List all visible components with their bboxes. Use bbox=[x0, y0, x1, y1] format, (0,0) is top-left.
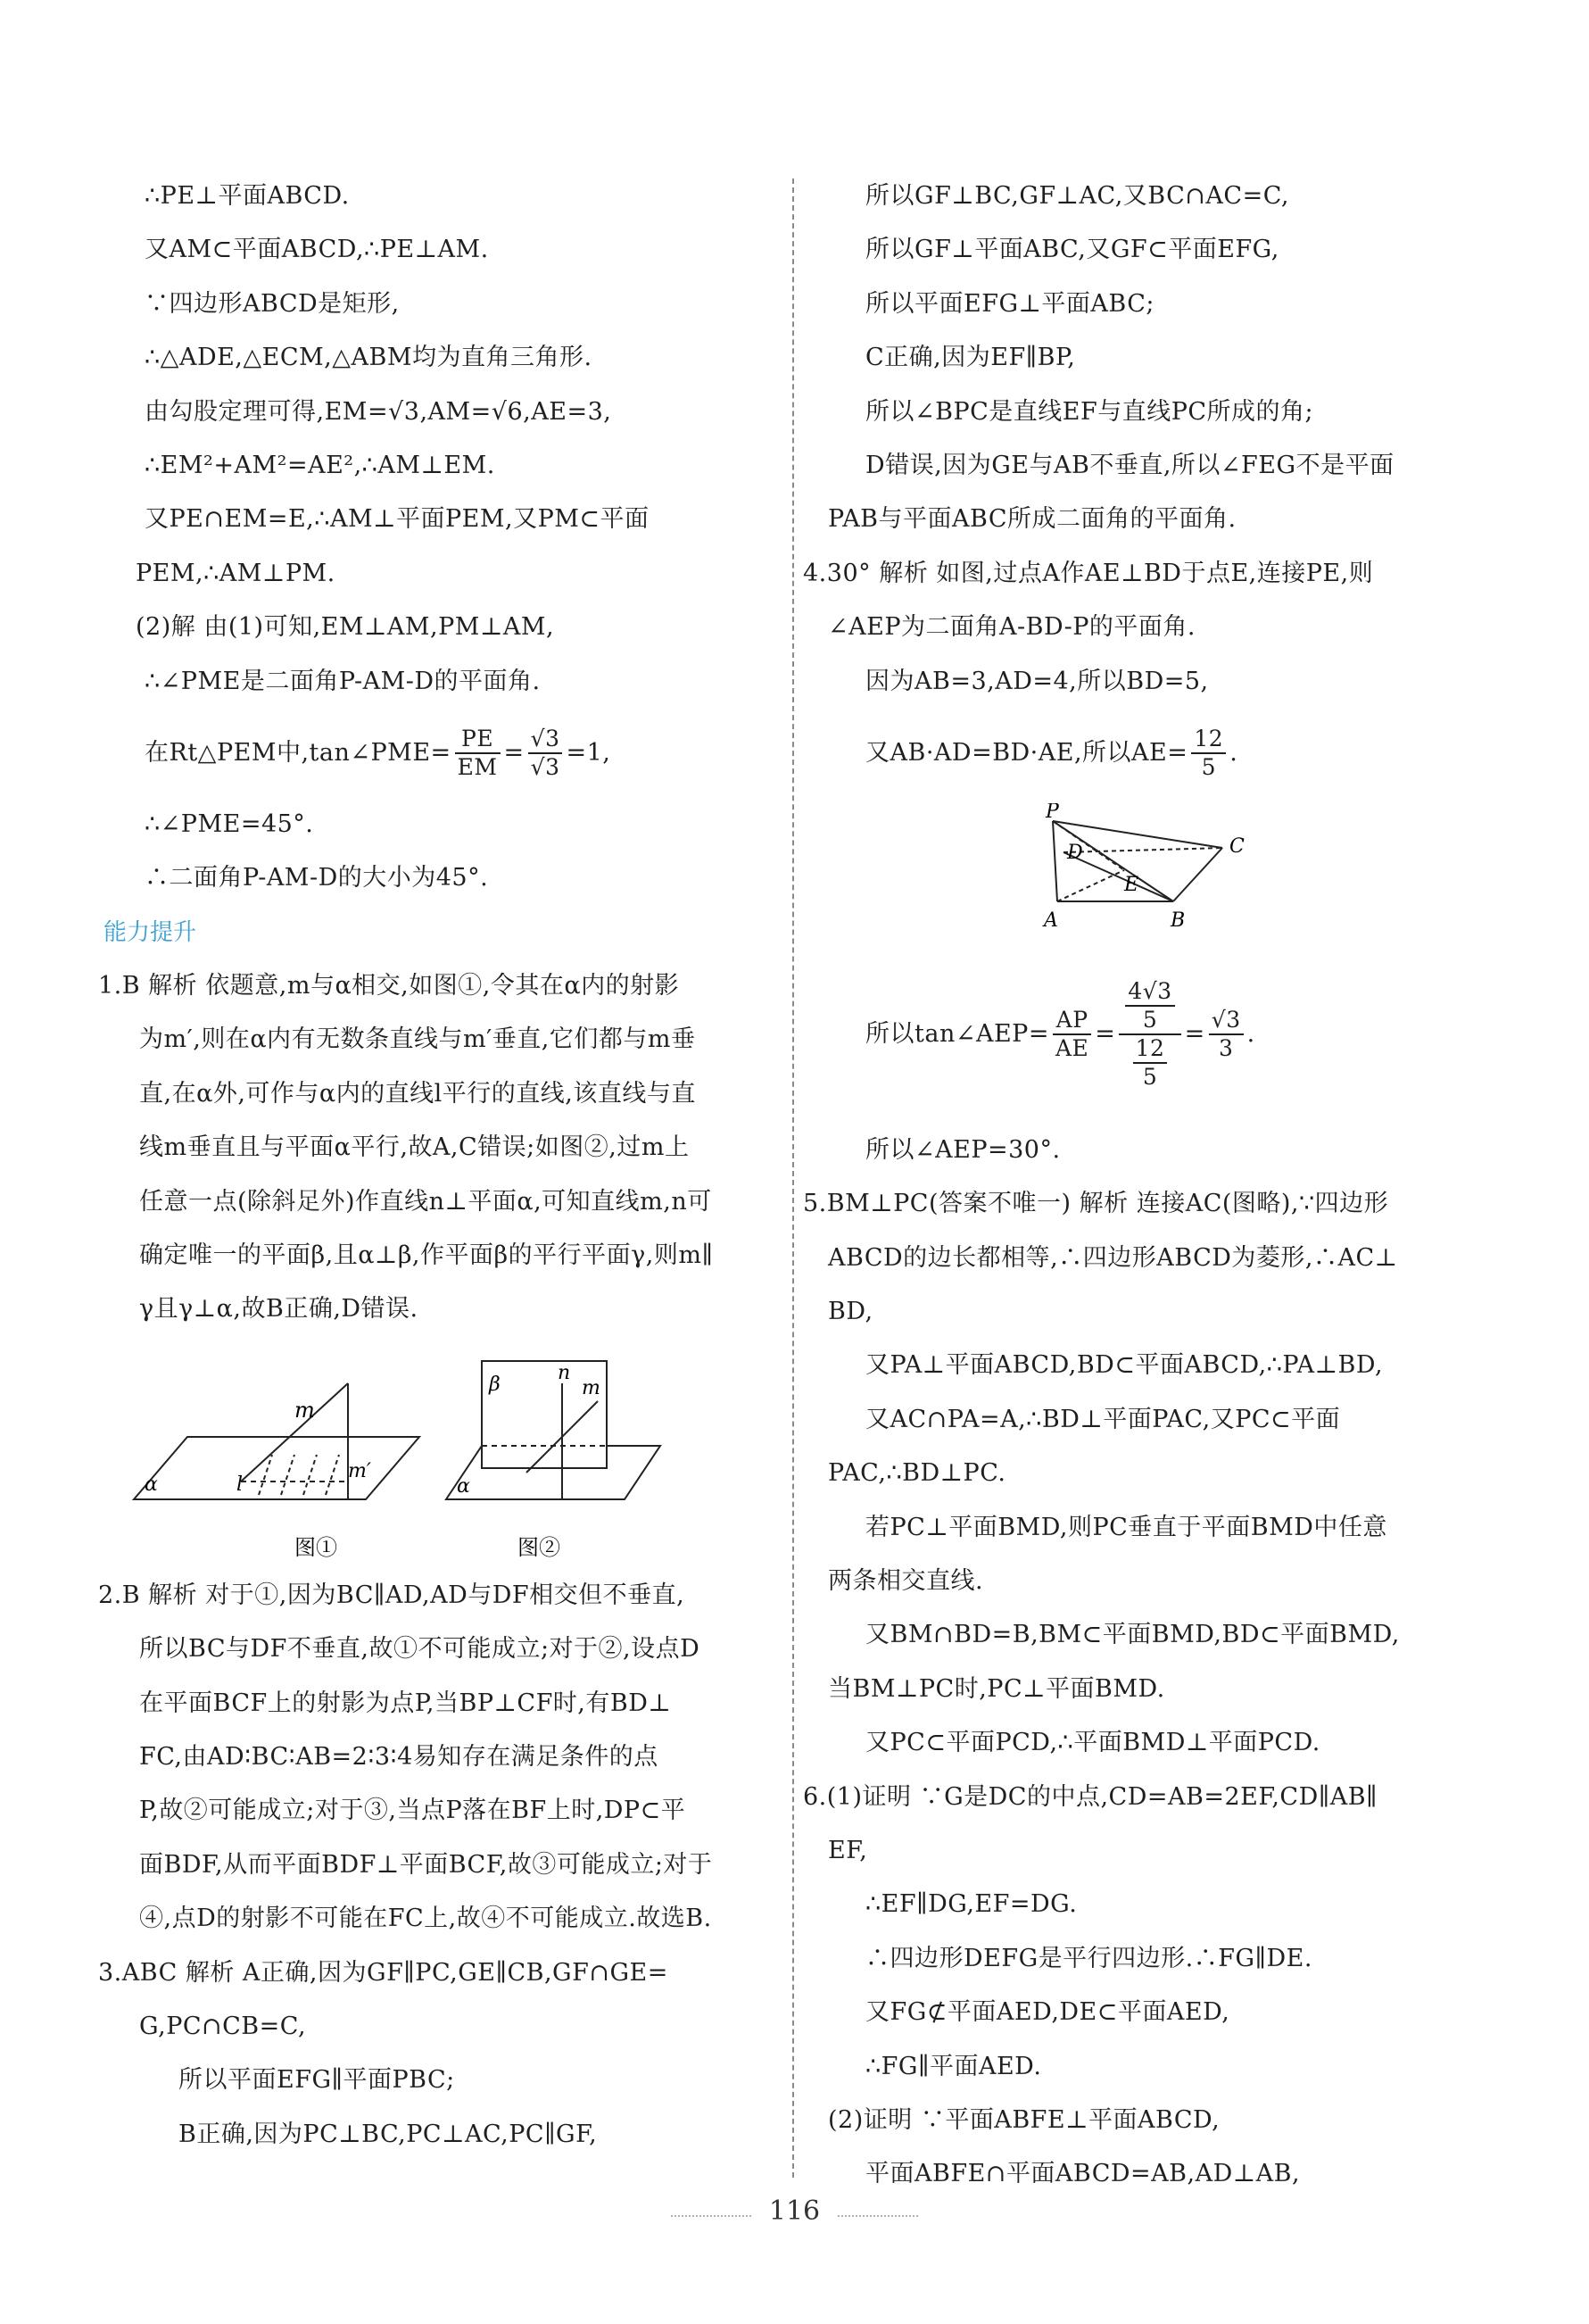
text-line: ∴PE⊥平面ABCD. bbox=[145, 182, 350, 210]
text-line: 若PC⊥平面BMD,则PC垂直于平面BMD中任意 bbox=[865, 1513, 1387, 1541]
text-line: 在平面BCF上的射影为点P,当BP⊥CF时,有BD⊥ bbox=[139, 1689, 672, 1717]
text-line: 又AC∩PA=A,∴BD⊥平面PAC,又PC⊂平面 bbox=[865, 1405, 1341, 1433]
text-line: BD, bbox=[828, 1298, 873, 1326]
text-line: PEM,∴AM⊥PM. bbox=[136, 559, 335, 587]
fraction-denominator: AE bbox=[1055, 1035, 1089, 1062]
label-d: D bbox=[1067, 842, 1083, 864]
fraction-denominator: 5 bbox=[1142, 1064, 1158, 1091]
text-line: 所以平面EFG∥平面PBC; bbox=[178, 2066, 455, 2095]
text-line: 又FG⊄平面AED,DE⊂平面AED, bbox=[865, 1998, 1230, 2027]
fraction-numerator: √3 bbox=[528, 726, 563, 754]
text-line: G,PC∩CB=C, bbox=[139, 2012, 307, 2040]
text-line: ABCD的边长都相等,∴四边形ABCD为菱形,∴AC⊥ bbox=[828, 1243, 1398, 1272]
text-line: 6.(1)证明 ∵G是DC的中点,CD=AB=2EF,CD∥AB∥ bbox=[803, 1782, 1378, 1811]
section-heading: 能力提升 bbox=[103, 918, 197, 946]
text-line: ∴∠PME=45°. bbox=[145, 809, 314, 838]
text-line: 因为AB=3,AD=4,所以BD=5, bbox=[865, 667, 1209, 695]
text-line: 5.BM⊥PC(答案不唯一) 解析 连接AC(图略),∵四边形 bbox=[803, 1190, 1389, 1218]
text-line: PAB与平面ABC所成二面角的平面角. bbox=[828, 505, 1237, 534]
text-fragment: . bbox=[1246, 1019, 1255, 1048]
text-line: 2.B 解析 对于①,因为BC∥AD,AD与DF相交但不垂直, bbox=[98, 1581, 685, 1609]
label-n: n bbox=[558, 1362, 571, 1384]
text-line: 所以∠AEP=30°. bbox=[865, 1135, 1061, 1164]
text-line: P,故②可能成立;对于③,当点P落在BF上时,DP⊂平 bbox=[139, 1797, 686, 1825]
text-line: B正确,因为PC⊥BC,PC⊥AC,PC∥GF, bbox=[178, 2120, 598, 2148]
text-line: D错误,因为GE与AB不垂直,所以∠FEG不是平面 bbox=[865, 451, 1395, 479]
text-line: 两条相交直线. bbox=[828, 1567, 984, 1596]
text-line: 所以平面EFG⊥平面ABC; bbox=[865, 289, 1155, 318]
text-line: 3.ABC 解析 A正确,因为GF∥PC,GE∥CB,GF∩GE= bbox=[98, 1958, 668, 1987]
footer-rule bbox=[838, 2215, 918, 2217]
fraction-12-5 bbox=[1191, 726, 1226, 781]
figure-1-caption: 图① bbox=[294, 1535, 337, 1560]
text-line: C正确,因为EF∥BP, bbox=[865, 344, 1076, 372]
label-m: m bbox=[582, 1377, 600, 1399]
text-fragment: . bbox=[1229, 738, 1238, 767]
text-line: ∴四边形DEFG是平行四边形.∴FG∥DE. bbox=[865, 1944, 1312, 1972]
label-a: A bbox=[1044, 909, 1058, 932]
fraction-numerator: √3 bbox=[1209, 1007, 1244, 1035]
text-line: PAC,∴BD⊥PC. bbox=[828, 1459, 1006, 1488]
label-l: l bbox=[236, 1473, 244, 1496]
text-line: 任意一点(除斜足外)作直线n⊥平面α,可知直线m,n可 bbox=[139, 1187, 712, 1216]
text-line: 由勾股定理可得,EM=√3,AM=√6,AE=3, bbox=[145, 397, 612, 426]
label-b: B bbox=[1171, 909, 1186, 932]
text-line: 确定唯一的平面β,且α⊥β,作平面β的平行平面γ,则m∥ bbox=[139, 1241, 714, 1270]
fraction-denominator: EM bbox=[457, 754, 498, 781]
text-fragment: 在Rt△PEM中,tan∠PME= bbox=[145, 738, 451, 767]
fraction-4sqrt3-5 bbox=[1125, 978, 1174, 1033]
text-line: 又BM∩BD=B,BM⊂平面BMD,BD⊂平面BMD, bbox=[865, 1621, 1400, 1649]
fraction-sqrt3 bbox=[528, 726, 563, 781]
text-fragment: 所以tan∠AEP= bbox=[865, 1019, 1049, 1048]
fraction-numerator: 12 bbox=[1133, 1035, 1168, 1064]
fraction-sqrt3-3 bbox=[1209, 1007, 1244, 1062]
footer-rule bbox=[671, 2215, 751, 2217]
fraction-numerator: PE bbox=[455, 726, 501, 754]
text-fragment: 又AB·AD=BD·AE,所以AE= bbox=[865, 738, 1188, 767]
fraction-numerator: AP bbox=[1053, 1007, 1091, 1035]
label-c: C bbox=[1229, 835, 1245, 858]
fraction-denominator: 3 bbox=[1219, 1035, 1234, 1062]
figure-2 bbox=[446, 1361, 660, 1499]
text-line: 为m′,则在α内有无数条直线与m′垂直,它们都与m垂 bbox=[139, 1025, 696, 1054]
text-line: 所以GF⊥平面ABC,又GF⊂平面EFG, bbox=[865, 236, 1279, 264]
text-line: ∵四边形ABCD是矩形, bbox=[145, 289, 400, 318]
text-line: (2)证明 ∵平面ABFE⊥平面ABCD, bbox=[828, 2105, 1221, 2134]
text-line: 面BDF,从而平面BDF⊥平面BCF,故③可能成立;对于 bbox=[139, 1850, 713, 1879]
fraction-numerator bbox=[1119, 978, 1180, 1035]
text-line: ④,点D的射影不可能在FC上,故④不可能成立.故选B. bbox=[139, 1905, 712, 1933]
text-line: 所以BC与DF不垂直,故①不可能成立;对于②,设点D bbox=[139, 1635, 700, 1664]
text-line: ∠AEP为二面角A-BD-P的平面角. bbox=[828, 613, 1196, 642]
text-line: ∴EM²+AM²=AE²,∴AM⊥EM. bbox=[145, 451, 495, 479]
column-divider bbox=[792, 178, 794, 2178]
text-line: ∴∠PME是二面角P-AM-D的平面角. bbox=[145, 667, 541, 695]
page-footer bbox=[0, 2195, 1589, 2227]
text-line: 所以GF⊥BC,GF⊥AC,又BC∩AC=C, bbox=[865, 182, 1289, 210]
text-line: EF, bbox=[828, 1836, 868, 1864]
text-line: 又AM⊂平面ABCD,∴PE⊥AM. bbox=[145, 236, 489, 264]
fraction-denominator bbox=[1119, 1035, 1180, 1091]
left-column bbox=[98, 170, 778, 2162]
text-line: 又PA⊥平面ABCD,BD⊂平面ABCD,∴PA⊥BD, bbox=[865, 1351, 1384, 1380]
fraction-pe-em bbox=[455, 726, 501, 781]
fraction-denominator: √3 bbox=[530, 754, 560, 781]
label-alpha: α bbox=[457, 1475, 470, 1498]
text-line: (2)解 由(1)可知,EM⊥AM,PM⊥AM, bbox=[136, 613, 555, 642]
fraction-numerator: 4√3 bbox=[1125, 978, 1174, 1007]
text-line: ∴FG∥平面AED. bbox=[865, 2052, 1042, 2080]
right-column bbox=[803, 170, 1497, 2202]
text-line: 又PC⊂平面PCD,∴平面BMD⊥平面PCD. bbox=[865, 1729, 1320, 1757]
text-line: ∴二面角P-AM-D的大小为45°. bbox=[145, 864, 489, 892]
figure-1 bbox=[134, 1383, 419, 1499]
label-m: m bbox=[294, 1398, 315, 1423]
text-line: 4.30° 解析 如图,过点A作AE⊥BD于点E,连接PE,则 bbox=[803, 559, 1374, 587]
text-line: 线m垂直且与平面α平行,故A,C错误;如图②,过m上 bbox=[139, 1133, 690, 1162]
fraction-numerator: 12 bbox=[1191, 726, 1226, 754]
text-line: ∴EF∥DG,EF=DG. bbox=[865, 1890, 1078, 1919]
text-line: ∴△ADE,△ECM,△ABM均为直角三角形. bbox=[145, 344, 592, 372]
label-alpha: α bbox=[145, 1473, 158, 1496]
fraction-compound bbox=[1119, 978, 1180, 1091]
text-line: 1.B 解析 依题意,m与α相交,如图①,令其在α内的射影 bbox=[98, 972, 680, 1000]
fraction-denominator: 5 bbox=[1201, 754, 1216, 781]
fraction-denominator: 5 bbox=[1142, 1007, 1158, 1033]
label-beta: β bbox=[489, 1374, 501, 1396]
text-line: 所以∠BPC是直线EF与直线PC所成的角; bbox=[865, 397, 1314, 426]
tan-aep-line: 所以tan∠AEP= $\frac{AP}{AE}$ = $\frac{\frac{4√3}{5}}{\frac{12}{5}}$ = $\frac{√3}{3}$ . bbox=[865, 978, 1255, 1091]
fraction-ap-ae bbox=[1053, 1007, 1091, 1062]
text-line: 又PE∩EM=E,∴AM⊥平面PEM,又PM⊂平面 bbox=[145, 505, 650, 534]
fraction-12-5 bbox=[1133, 1035, 1168, 1091]
label-m-prime: m′ bbox=[348, 1460, 371, 1482]
text-line: 平面ABFE∩平面ABCD=AB,AD⊥AB, bbox=[865, 2160, 1301, 2188]
text-line: 当BM⊥PC时,PC⊥平面BMD. bbox=[828, 1674, 1165, 1703]
text-line: 直,在α外,可作与α内的直线l平行的直线,该直线与直 bbox=[139, 1079, 696, 1108]
text-fragment: =1, bbox=[566, 738, 611, 767]
page-number: 116 bbox=[768, 2195, 821, 2227]
tan-pme-line: 在Rt△PEM中,tan∠PME= $\frac{PE}{EM}$ = $\frac{√3}{√3}$ =1, bbox=[145, 726, 611, 781]
label-e: E bbox=[1124, 874, 1139, 896]
label-p: P bbox=[1046, 803, 1059, 823]
text-line: γ且γ⊥α,故B正确,D错误. bbox=[139, 1295, 418, 1324]
figure-problem-4 bbox=[1017, 803, 1285, 937]
ae-line bbox=[819, 709, 1497, 798]
figure-1-2 bbox=[125, 1357, 678, 1562]
text-line: FC,由AD∶BC∶AB=2∶3∶4易知存在满足条件的点 bbox=[139, 1742, 658, 1771]
figure-2-caption: 图② bbox=[517, 1535, 560, 1560]
